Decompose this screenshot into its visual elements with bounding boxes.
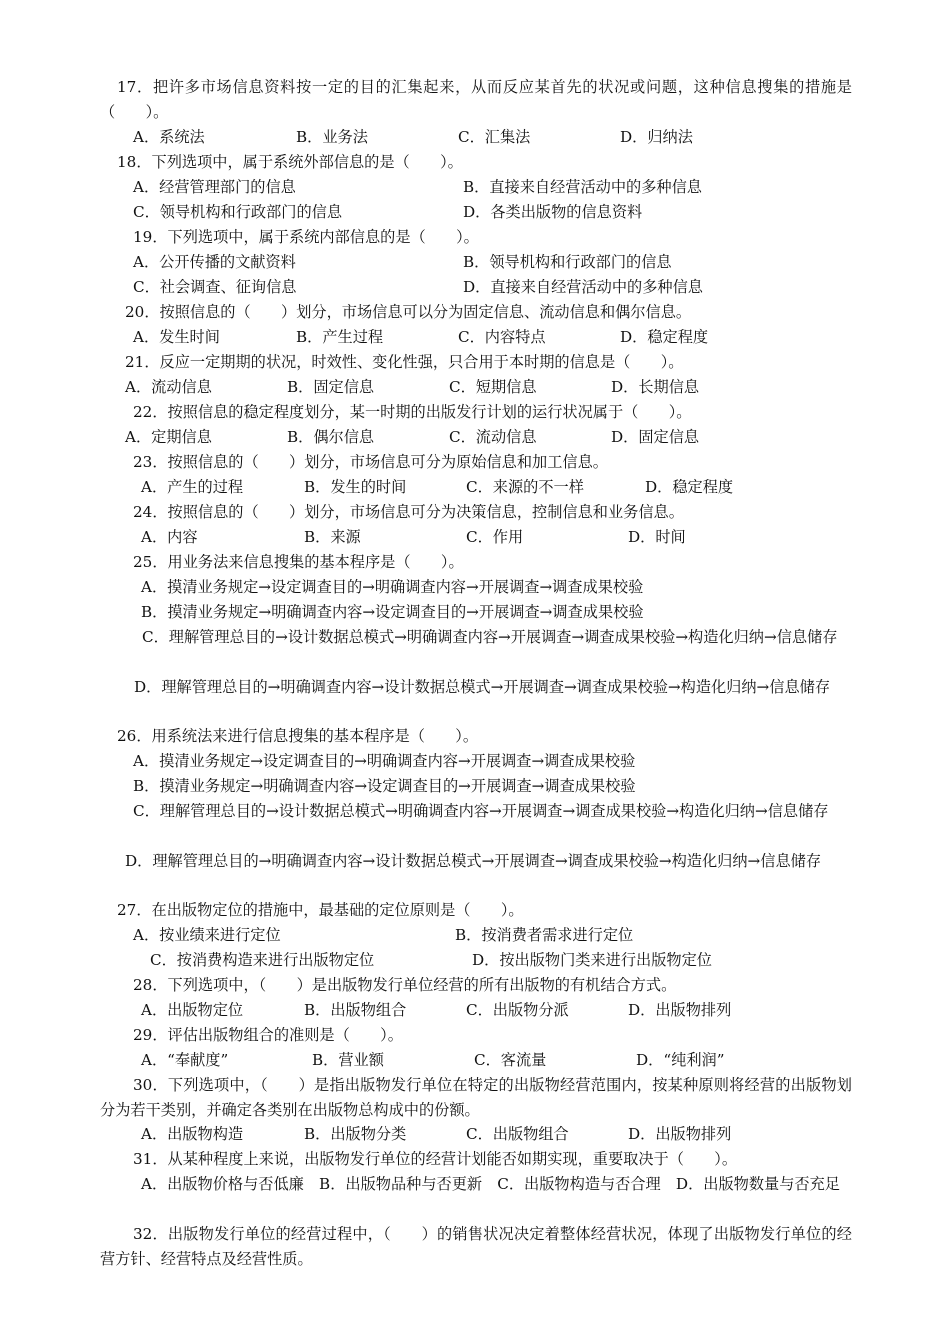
q30-option-a: A．出版物构造 (141, 1125, 244, 1143)
q20-option-a: A．发生时间 (133, 328, 220, 346)
q26-stem: 26．用系统法来进行信息搜集的基本程序是（ ）。 (117, 727, 479, 745)
q18-stem: 18．下列选项中，属于系统外部信息的是（ ）。 (117, 153, 463, 171)
q17-option-d: D．归纳法 (620, 128, 693, 146)
q17-option-c: C．汇集法 (458, 128, 531, 146)
q30-option-d: D．出版物排列 (628, 1125, 732, 1143)
q19-option-c: C．社会调查、征询信息 (133, 278, 297, 296)
q18-option-c: C．领导机构和行政部门的信息 (133, 203, 343, 221)
q17-stem: 17．把许多市场信息资料按一定的目的汇集起来，从而反应某首先的状况或问题，这种信息搜集的措施是（ ）。 (100, 78, 852, 121)
q23-option-c: C．来源的不一样 (466, 478, 584, 496)
q28-option-a: A．出版物定位 (141, 1001, 244, 1019)
q22-option-b: B．偶尔信息 (287, 428, 375, 446)
q17-option-a: A．系统法 (133, 128, 205, 146)
q22-option-c: C．流动信息 (449, 428, 537, 446)
q27-option-a: A．按业绩来进行定位 (133, 926, 281, 944)
q23-stem: 23．按照信息的（ ）划分，市场信息可分为原始信息和加工信息。 (133, 453, 608, 471)
q29-option-d: D．“纯利润” (636, 1051, 725, 1069)
q21-option-c: C．短期信息 (449, 378, 537, 396)
q20-stem: 20．按照信息的（ ）划分，市场信息可以分为固定信息、流动信息和偶尔信息。 (125, 303, 692, 321)
q29-option-c: C．客流量 (474, 1051, 547, 1069)
q26-option-b: B．摸清业务规定→明确调查内容→设定调查目的→开展调查→调查成果校验 (133, 777, 636, 795)
q25-option-a: A．摸清业务规定→设定调查目的→明确调查内容→开展调查→调查成果校验 (141, 578, 644, 596)
q27-option-d: D．按出版物门类来进行出版物定位 (472, 951, 712, 969)
q25-option-d: D．理解管理总目的→明确调查内容→设计数据总模式→开展调查→调查成果校验→构造化归纳→信息储存 (134, 678, 831, 696)
q19-option-b: B．领导机构和行政部门的信息 (463, 253, 672, 271)
q19-option-a: A．公开传播的文献资料 (133, 253, 296, 271)
q30-stem: 30．下列选项中，（ ）是指出版物发行单位在特定的出版物经营范围内，按某种原则将经营的出版物划分为若干类别，并确定各类别在出版物总构成中的份额。 (100, 1076, 852, 1119)
q27-option-c: C．按消费构造来进行出版物定位 (150, 951, 375, 969)
q31-options: A．出版物价格与否低廉 B．出版物品种与否更新 C．出版物构造与否合理 D．出版物数量与否充足 (141, 1175, 840, 1193)
q20-option-c: C．内容特点 (458, 328, 546, 346)
q24-option-a: A．内容 (141, 528, 198, 546)
q28-stem: 28．下列选项中，（ ）是出版物发行单位经营的所有出版物的有机结合方式。 (133, 976, 677, 994)
q21-option-d: D．长期信息 (611, 378, 700, 396)
q29-option-b: B．营业额 (312, 1051, 384, 1069)
q28-option-c: C．出版物分派 (466, 1001, 569, 1019)
q22-option-a: A．定期信息 (125, 428, 212, 446)
q19-stem: 19．下列选项中，属于系统内部信息的是（ ）。 (133, 228, 479, 246)
q30-option-c: C．出版物组合 (466, 1125, 569, 1143)
q21-stem: 21．反应一定期期的状况，时效性、变化性强，只合用于本时期的信息是（ ）。 (125, 353, 684, 371)
q21-option-b: B．固定信息 (287, 378, 375, 396)
q28-option-d: D．出版物排列 (628, 1001, 732, 1019)
q18-option-d: D．各类出版物的信息资料 (463, 203, 643, 221)
q22-option-d: D．固定信息 (611, 428, 700, 446)
q30-option-b: B．出版物分类 (304, 1125, 407, 1143)
q25-stem: 25．用业务法来信息搜集的基本程序是（ ）。 (133, 553, 464, 571)
q27-option-b: B．按消费者需求进行定位 (455, 926, 634, 944)
q26-option-a: A．摸清业务规定→设定调查目的→明确调查内容→开展调查→调查成果校验 (133, 752, 636, 770)
q24-option-c: C．作用 (466, 528, 524, 546)
q32-stem: 32．出版物发行单位的经营过程中，（ ）的销售状况决定着整体经营状况，体现了出版物发行单位的经营方针、经营特点及经营性质。 (100, 1225, 852, 1268)
q22-stem: 22．按照信息的稳定程度划分，某一时期的出版发行计划的运行状况属于（ ）。 (133, 403, 692, 421)
q26-option-d: D．理解管理总目的→明确调查内容→设计数据总模式→开展调查→调查成果校验→构造化归纳→信息储存 (125, 852, 822, 870)
q21-option-a: A．流动信息 (125, 378, 212, 396)
q28-option-b: B．出版物组合 (304, 1001, 407, 1019)
q23-option-d: D．稳定程度 (645, 478, 734, 496)
q29-stem: 29．评估出版物组合的准则是（ ）。 (133, 1026, 403, 1044)
q18-option-a: A．经营管理部门的信息 (133, 178, 296, 196)
q24-option-d: D．时间 (628, 528, 686, 546)
q26-option-c: C．理解管理总目的→设计数据总模式→明确调查内容→开展调查→调查成果校验→构造化归纳→信息储存 (133, 802, 829, 820)
q25-option-c: C．理解管理总目的→设计数据总模式→明确调查内容→开展调查→调查成果校验→构造化归纳→信息储存 (142, 628, 838, 646)
q17-option-b: B．业务法 (296, 128, 368, 146)
q23-option-b: B．发生的时间 (304, 478, 407, 496)
q20-option-b: B．产生过程 (296, 328, 384, 346)
q31-stem: 31．从某种程度上来说，出版物发行单位的经营计划能否如期实现，重要取决于（ ）。 (133, 1150, 738, 1168)
q19-option-d: D．直接来自经营活动中的多种信息 (463, 278, 703, 296)
q20-option-d: D．稳定程度 (620, 328, 709, 346)
q18-option-b: B．直接来自经营活动中的多种信息 (463, 178, 702, 196)
q23-option-a: A．产生的过程 (141, 478, 244, 496)
q24-stem: 24．按照信息的（ ）划分，市场信息可分为决策信息，控制信息和业务信息。 (133, 503, 684, 521)
q27-stem: 27．在出版物定位的措施中，最基础的定位原则是（ ）。 (117, 901, 524, 919)
q29-option-a: A．“奉献度” (141, 1051, 229, 1069)
q24-option-b: B．来源 (304, 528, 361, 546)
q25-option-b: B．摸清业务规定→明确调查内容→设定调查目的→开展调查→调查成果校验 (141, 603, 644, 621)
